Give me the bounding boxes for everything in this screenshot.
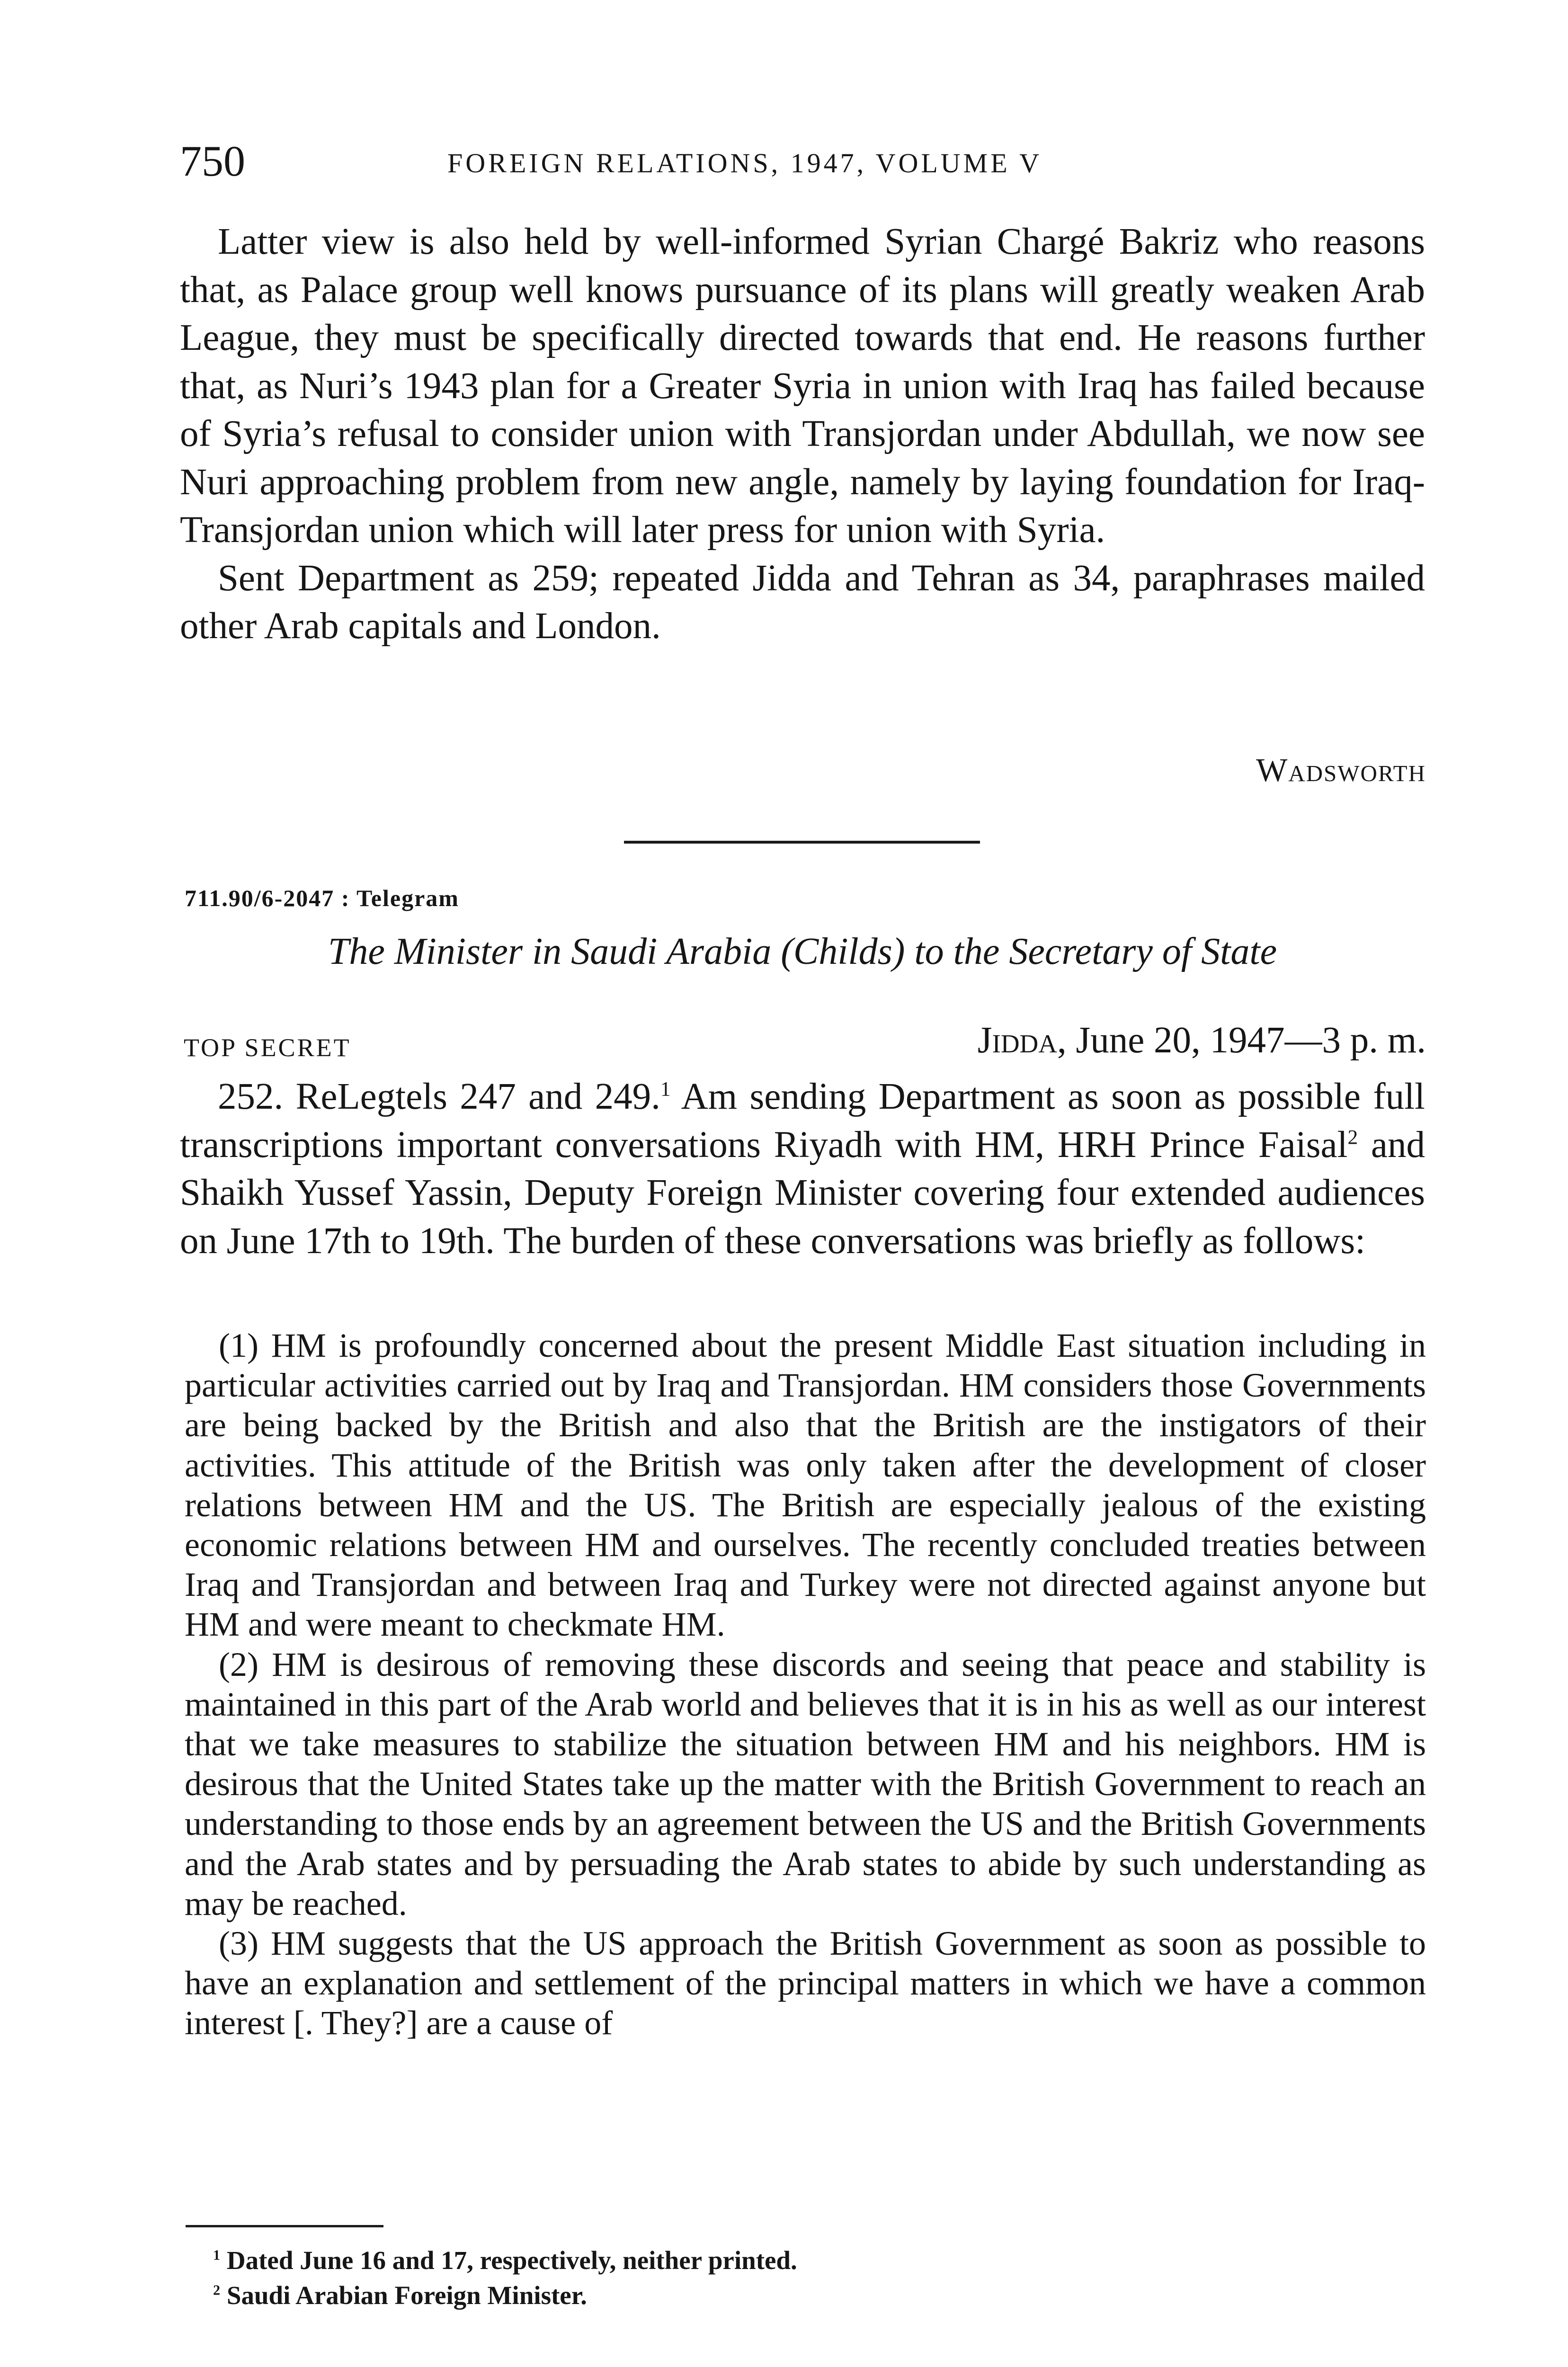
intro-text-part2: Am sending Department as soon as possible full transcriptions important conversations Riyadh with HM, HRH Prince Faisal bbox=[180, 1076, 1425, 1166]
intro-text-part3: and Shaikh Yussef Yassin, Deputy Foreign Minister covering four extended audiences on June 17th to 19th. The burden of these conversations was briefly as follows: bbox=[180, 1124, 1425, 1262]
footnote-2-mark: 2 bbox=[213, 2282, 221, 2298]
dateline bbox=[978, 1017, 1426, 1064]
paragraph-latter-view: Latter view is also held by well-informed Syrian Chargé Bakriz who reasons that, as Palace group well knows pursuance of its plans will greatly weaken Arab League, they must be specifically directed towards that end. He reasons further that, as Nuri’s 1943 plan for a Greater Syria in union with Iraq has failed because of Syria’s refusal to consider union with Transjordan under Abdullah, we now see Nuri approaching problem from new angle, namely by laying foundation for Iraq-Transjordan union which will later press for union with Syria. bbox=[180, 221, 1425, 551]
point-3: (3) HM suggests that the US approach the British Government as soon as possible to have an explanation and settlement of the principal matters in which we have a common interest [. They?] are a cause of bbox=[185, 1924, 1426, 2042]
paragraph-sent-department: Sent Department as 259; repeated Jidda and Tehran as 34, paraphrases mailed other Arab capitals and London. bbox=[180, 557, 1425, 647]
dateline-place: Jidda bbox=[977, 1020, 1057, 1061]
paragraph-intro bbox=[180, 1073, 1425, 1265]
page-number: 750 bbox=[180, 137, 245, 185]
section-divider bbox=[624, 841, 980, 844]
footnote-rule bbox=[186, 2225, 383, 2227]
footnote-2 bbox=[213, 2278, 797, 2313]
footnote-marker-2[interactable]: 2 bbox=[1347, 1126, 1358, 1149]
telegram-intro bbox=[180, 1073, 1425, 1265]
running-head: FOREIGN RELATIONS, 1947, VOLUME V bbox=[447, 148, 1042, 178]
file-reference: 711.90/6-2047 : Telegram bbox=[185, 885, 459, 911]
intro-text-part1: 252. ReLegtels 247 and 249. bbox=[218, 1076, 660, 1117]
continued-telegram-text bbox=[180, 218, 1425, 650]
footnote-1-mark: 1 bbox=[213, 2247, 221, 2263]
footnote-2-text: Saudi Arabian Foreign Minister. bbox=[226, 2281, 587, 2310]
numbered-points bbox=[185, 1326, 1426, 2043]
footnote-1 bbox=[213, 2243, 797, 2278]
signature-name: Wadsworth bbox=[1256, 752, 1426, 789]
dateline-date: , June 20, 1947—3 p. m. bbox=[1057, 1020, 1426, 1061]
signature-wadsworth bbox=[1256, 747, 1426, 794]
footnotes bbox=[213, 2243, 797, 2313]
footnote-marker-1[interactable]: 1 bbox=[660, 1077, 671, 1101]
page-header bbox=[180, 135, 1430, 187]
footnote-1-text: Dated June 16 and 17, respectively, neither printed. bbox=[226, 2246, 797, 2275]
classification-label: TOP SECRET bbox=[184, 1033, 351, 1062]
point-2: (2) HM is desirous of removing these discords and seeing that peace and stability is maintained in this part of the Arab world and believes that it is in his as well as our interest that we take measures to stabilize the situation between HM and his neighbors. HM is desirous that the United States take up the matter with the British Government to reach an understanding to those ends by an agreement between the US and the British Governments and the Arab states and by persuading the Arab states to abide by such understanding as may be reached. bbox=[185, 1645, 1426, 1922]
document-title: The Minister in Saudi Arabia (Childs) to the Secretary of State bbox=[328, 931, 1277, 972]
point-1: (1) HM is profoundly concerned about the present Middle East situation including in particular activities carried out by Iraq and Transjordan. HM considers those Governments are being backed by the British and also that the British are the instigators of their activities. This attitude of the British was only taken after the development of closer relations between HM and the US. The British are especially jealous of the existing economic relations between HM and ourselves. The recently concluded treaties between Iraq and Transjordan and between Iraq and Turkey were not directed against anyone but HM and were meant to checkmate HM. bbox=[185, 1326, 1426, 1644]
